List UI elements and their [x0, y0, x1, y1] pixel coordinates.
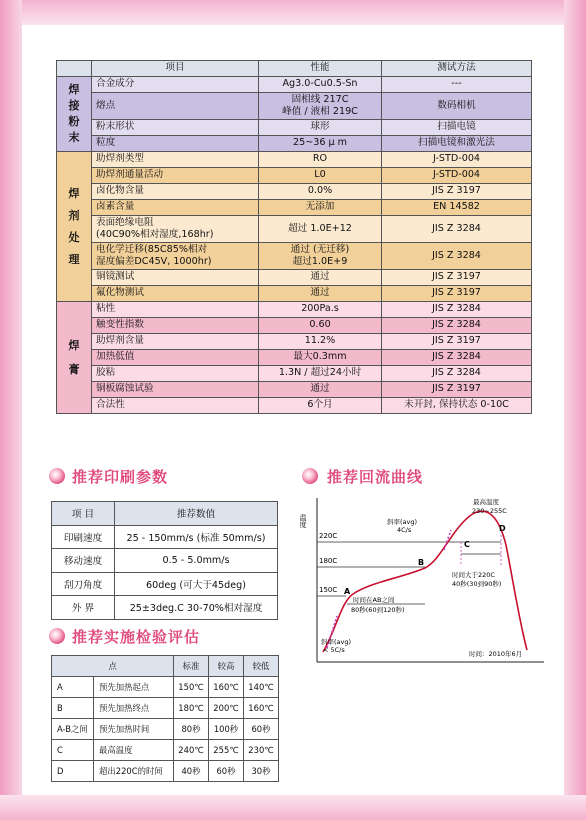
param-name: 外 界	[52, 596, 115, 620]
row-item: 卤素含量	[92, 200, 259, 216]
row-method: JIS Z 3284	[382, 366, 532, 382]
eval-header-point: 点	[52, 656, 174, 677]
eval-desc: 预先加热起点	[94, 677, 174, 698]
row-perf: 通过	[259, 270, 382, 286]
row-item: 铜镜测试	[92, 270, 259, 286]
table-row	[57, 136, 532, 152]
row-item: 合法性	[92, 398, 259, 414]
row-method: JIS Z 3197	[382, 184, 532, 200]
param-name: 刮刀角度	[52, 572, 115, 596]
spec-header-item: 项目	[92, 61, 259, 77]
above220-value: 40秒(30到90秒)	[452, 580, 502, 588]
table-row	[52, 740, 279, 761]
row-item: 助焊剂含量	[92, 334, 259, 350]
param-value: 25±3deg.C 30-70%相对湿度	[115, 596, 278, 620]
row-method: 扫描电镜	[382, 120, 532, 136]
row-item: 熔点	[92, 93, 259, 120]
table-row	[52, 761, 279, 782]
table-row	[57, 318, 532, 334]
print-header-value: 推荐数值	[115, 502, 278, 526]
eval-point: C	[52, 740, 94, 761]
right-border	[564, 0, 586, 820]
row-method: JIS Z 3284	[382, 243, 532, 270]
table-row	[57, 286, 532, 302]
point-label-a: A	[344, 587, 351, 596]
eval-high: 160℃	[209, 677, 244, 698]
row-method: JIS Z 3197	[382, 334, 532, 350]
eval-desc: 超出220C的时间	[94, 761, 174, 782]
row-perf: 25~36 μ m	[259, 136, 382, 152]
group-label-flux: 焊 剂 处 理	[57, 152, 92, 302]
row-perf: 1.3N / 超过24小时	[259, 366, 382, 382]
row-item: 表面绝缘电阻 (40C90%相对湿度,168hr)	[92, 216, 259, 243]
row-method: ---	[382, 77, 532, 93]
table-row	[57, 216, 532, 243]
row-perf: 最大0.3mm	[259, 350, 382, 366]
row-perf: L0	[259, 168, 382, 184]
peak-label: 最高温度	[473, 498, 499, 506]
eval-point: D	[52, 761, 94, 782]
tick-label: 220C	[319, 532, 338, 540]
eval-desc: 最高温度	[94, 740, 174, 761]
eval-low: 60秒	[244, 719, 279, 740]
row-method: 扫描电镜和激光法	[382, 136, 532, 152]
row-item: 助焊剂类型	[92, 152, 259, 168]
row-perf: 球形	[259, 120, 382, 136]
eval-section-title: 推荐实施检验评估	[72, 628, 201, 646]
row-perf: Ag3.0-Cu0.5-Sn	[259, 77, 382, 93]
slope-start-label: 斜率(avg)	[321, 638, 352, 646]
table-row	[57, 302, 532, 318]
eval-high: 100秒	[209, 719, 244, 740]
table-row	[57, 77, 532, 93]
row-perf: 11.2%	[259, 334, 382, 350]
row-perf: RO	[259, 152, 382, 168]
row-perf: 超过 1.0E+12	[259, 216, 382, 243]
table-row	[57, 366, 532, 382]
peak-range-label: 230~255C	[472, 507, 507, 515]
param-name: 印刷速度	[52, 525, 115, 549]
print-section-title: 推荐印刷参数	[72, 468, 169, 486]
eval-low: 160℃	[244, 698, 279, 719]
eval-header-row	[52, 656, 279, 677]
table-row	[57, 184, 532, 200]
table-row	[57, 350, 532, 366]
table-row	[52, 525, 278, 549]
row-method: JIS Z 3284	[382, 350, 532, 366]
row-method: JIS Z 3197	[382, 382, 532, 398]
eval-desc: 预先加热时间	[94, 719, 174, 740]
table-row	[52, 549, 278, 573]
eval-std: 150℃	[174, 677, 209, 698]
spec-table	[56, 60, 532, 414]
ab-time-value: 80秒(60到120秒)	[351, 606, 405, 614]
row-item: 粒度	[92, 136, 259, 152]
row-perf: 无添加	[259, 200, 382, 216]
eval-high: 60秒	[209, 761, 244, 782]
param-value: 60deg (可大于45deg)	[115, 572, 278, 596]
table-row	[52, 596, 278, 620]
spec-header-blank	[57, 61, 92, 77]
group-label-powder: 焊 接 粉 末	[57, 77, 92, 152]
eval-header-low: 较低	[244, 656, 279, 677]
param-value: 0.5 - 5.0mm/s	[115, 549, 278, 573]
row-item: 合金成分	[92, 77, 259, 93]
eval-std: 240℃	[174, 740, 209, 761]
print-params-table	[51, 501, 278, 620]
eval-point: A	[52, 677, 94, 698]
ab-time-label: 时间在AB之间	[353, 596, 395, 604]
row-item: 触变性指数	[92, 318, 259, 334]
table-row	[52, 572, 278, 596]
spec-header-row	[57, 61, 532, 77]
bullet-icon	[49, 628, 65, 644]
eval-high: 255℃	[209, 740, 244, 761]
row-perf: 6个月	[259, 398, 382, 414]
print-header-item: 项 目	[52, 502, 115, 526]
table-row	[57, 120, 532, 136]
eval-point: B	[52, 698, 94, 719]
table-row	[57, 93, 532, 120]
row-perf: 通过 (无迁移) 超过1.0E+9	[259, 243, 382, 270]
row-item: 铜板腐蚀试验	[92, 382, 259, 398]
param-name: 移动速度	[52, 549, 115, 573]
row-method: JIS Z 3197	[382, 270, 532, 286]
spec-header-method: 测试方法	[382, 61, 532, 77]
row-method: J-STD-004	[382, 152, 532, 168]
eval-table	[51, 655, 279, 782]
row-perf: 固相线 217C 峰值 / 液相 219C	[259, 93, 382, 120]
point-label-c: C	[464, 540, 470, 549]
tick-label: 180C	[319, 557, 338, 565]
point-label-b: B	[418, 558, 425, 567]
param-value: 25 - 150mm/s (标准 50mm/s)	[115, 525, 278, 549]
bullet-icon	[302, 468, 318, 484]
row-method: 未开封, 保持状态 0-10C	[382, 398, 532, 414]
eval-std: 80秒	[174, 719, 209, 740]
bullet-icon	[49, 468, 65, 484]
reflow-section-title: 推荐回流曲线	[327, 468, 424, 486]
row-item: 加热低值	[92, 350, 259, 366]
x-axis-label: 时间：2010年6月	[469, 650, 523, 658]
bottom-border	[0, 795, 586, 820]
row-item: 粉末形状	[92, 120, 259, 136]
eval-header-std: 标准	[174, 656, 209, 677]
table-row	[57, 382, 532, 398]
row-method: EN 14582	[382, 200, 532, 216]
row-item: 粘性	[92, 302, 259, 318]
row-method: JIS Z 3284	[382, 216, 532, 243]
slope-mid-value: 4C/s	[397, 526, 412, 534]
row-item: 胶粘	[92, 366, 259, 382]
reflow-chart	[301, 490, 544, 670]
group-label-paste: 焊 膏	[57, 302, 92, 414]
print-header-row	[52, 502, 278, 526]
table-row	[57, 152, 532, 168]
table-row	[57, 270, 532, 286]
row-perf: 通过	[259, 286, 382, 302]
slope-start-value: < 5C/s	[323, 646, 345, 654]
row-item: 助焊剂通量活动	[92, 168, 259, 184]
table-row	[57, 200, 532, 216]
point-label-d: D	[499, 524, 506, 533]
eval-std: 180℃	[174, 698, 209, 719]
spec-header-perf: 性能	[259, 61, 382, 77]
row-perf: 通过	[259, 382, 382, 398]
row-item: 电化学迁移(85C85%相对 湿度偏差DC45V, 1000hr)	[92, 243, 259, 270]
eval-header-high: 较高	[209, 656, 244, 677]
table-row	[57, 243, 532, 270]
row-method: JIS Z 3284	[382, 318, 532, 334]
table-row	[52, 719, 279, 740]
row-method: J-STD-004	[382, 168, 532, 184]
row-perf: 0.60	[259, 318, 382, 334]
row-perf: 0.0%	[259, 184, 382, 200]
slope-mid-label: 斜率(avg)	[387, 518, 418, 526]
eval-low: 230℃	[244, 740, 279, 761]
row-method: JIS Z 3284	[382, 302, 532, 318]
table-row	[52, 677, 279, 698]
eval-low: 140℃	[244, 677, 279, 698]
eval-point: A-B之间	[52, 719, 94, 740]
row-method: JIS Z 3197	[382, 286, 532, 302]
eval-std: 40秒	[174, 761, 209, 782]
top-border	[0, 0, 586, 25]
eval-desc: 预先加热终点	[94, 698, 174, 719]
eval-low: 30秒	[244, 761, 279, 782]
table-row	[57, 398, 532, 414]
above220-label: 时间大于220C	[452, 571, 495, 579]
y-axis-label: 温度	[299, 514, 307, 528]
row-method: 数码相机	[382, 93, 532, 120]
table-row	[57, 168, 532, 184]
row-item: 氟化物测试	[92, 286, 259, 302]
table-row	[57, 334, 532, 350]
row-item: 卤化物含量	[92, 184, 259, 200]
left-border	[0, 0, 22, 820]
tick-label: 150C	[319, 586, 338, 594]
row-perf: 200Pa.s	[259, 302, 382, 318]
table-row	[52, 698, 279, 719]
eval-high: 200℃	[209, 698, 244, 719]
